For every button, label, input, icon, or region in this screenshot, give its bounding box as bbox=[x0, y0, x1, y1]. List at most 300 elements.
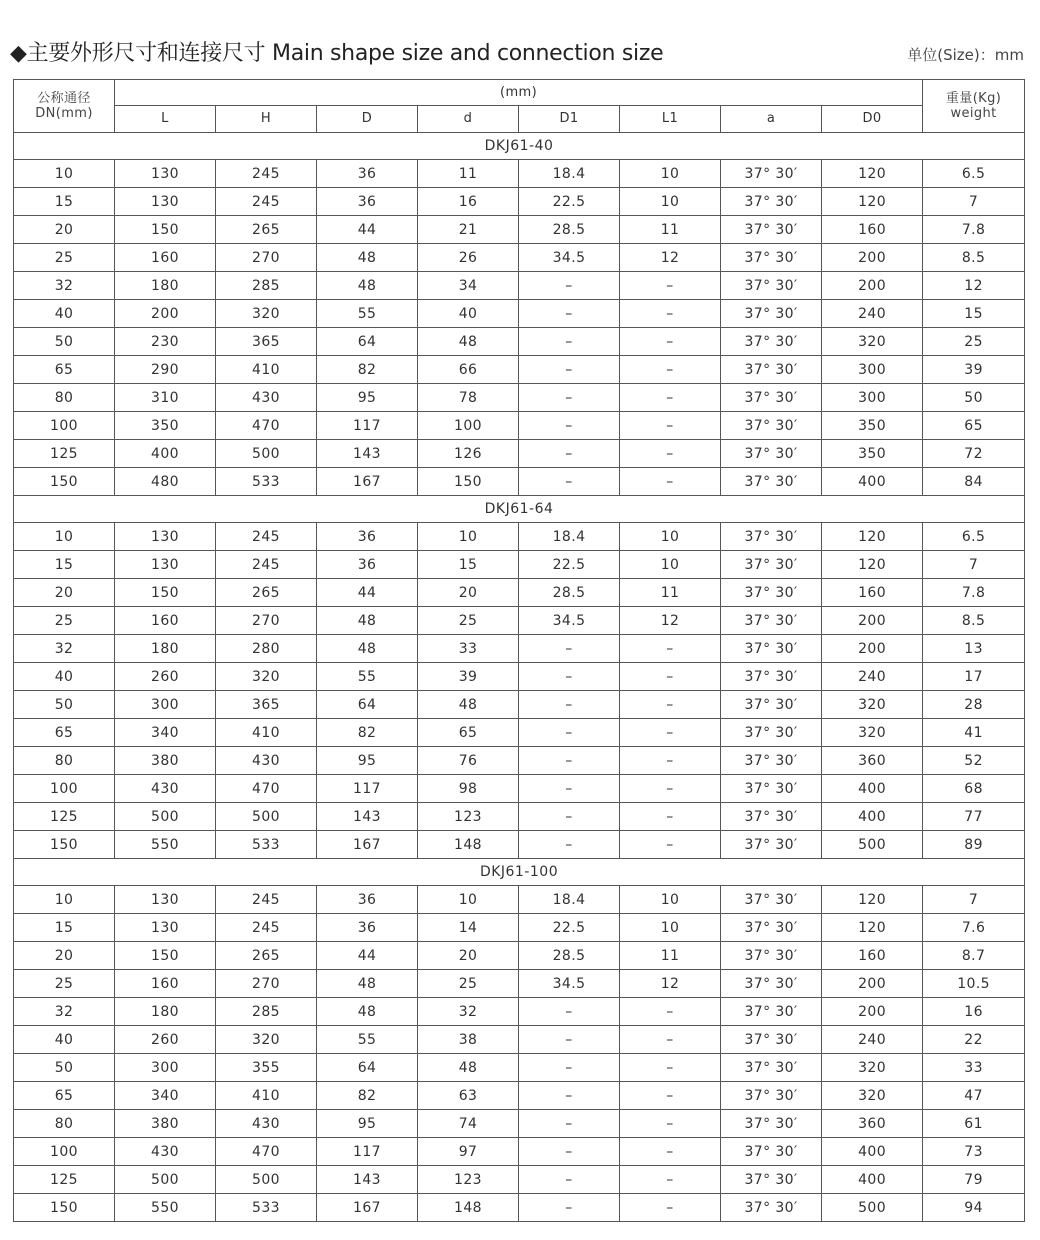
table-cell: 21 bbox=[418, 216, 519, 244]
table-cell: 150 bbox=[115, 216, 216, 244]
table-cell: 125 bbox=[14, 440, 115, 468]
table-cell: 34 bbox=[418, 272, 519, 300]
table-cell: 48 bbox=[317, 244, 418, 272]
table-cell: 150 bbox=[115, 942, 216, 970]
table-cell: 36 bbox=[317, 914, 418, 942]
table-cell: 48 bbox=[418, 691, 519, 719]
table-cell: 37° 30′ bbox=[721, 356, 822, 384]
table-cell: 150 bbox=[14, 468, 115, 496]
table-cell: – bbox=[620, 300, 721, 328]
table-row bbox=[14, 440, 1025, 468]
table-cell: 160 bbox=[115, 970, 216, 998]
table-cell: 12 bbox=[923, 272, 1025, 300]
table-cell: 143 bbox=[317, 440, 418, 468]
table-cell: 64 bbox=[317, 691, 418, 719]
table-cell: 8.5 bbox=[923, 607, 1025, 635]
table-cell: 410 bbox=[216, 356, 317, 384]
table-cell: – bbox=[620, 272, 721, 300]
table-cell: 120 bbox=[822, 551, 923, 579]
table-cell: 37° 30′ bbox=[721, 1082, 822, 1110]
table-cell: 8.5 bbox=[923, 244, 1025, 272]
table-row bbox=[14, 356, 1025, 384]
table-cell: – bbox=[620, 635, 721, 663]
table-cell: 126 bbox=[418, 440, 519, 468]
table-cell: – bbox=[519, 440, 620, 468]
table-cell: 37° 30′ bbox=[721, 244, 822, 272]
table-cell: 10 bbox=[620, 914, 721, 942]
table-cell: 37° 30′ bbox=[721, 468, 822, 496]
table-cell: 65 bbox=[418, 719, 519, 747]
table-cell: 34.5 bbox=[519, 970, 620, 998]
table-cell: 47 bbox=[923, 1082, 1025, 1110]
table-cell: 360 bbox=[822, 747, 923, 775]
table-cell: – bbox=[519, 831, 620, 859]
table-cell: 40 bbox=[14, 300, 115, 328]
table-header bbox=[14, 80, 1025, 133]
col-header-D0: D0 bbox=[822, 106, 923, 133]
table-cell: 240 bbox=[822, 1026, 923, 1054]
table-cell: 148 bbox=[418, 1194, 519, 1222]
table-cell: 265 bbox=[216, 579, 317, 607]
table-cell: 10 bbox=[418, 886, 519, 914]
table-cell: 25 bbox=[418, 607, 519, 635]
table-cell: 48 bbox=[418, 328, 519, 356]
table-cell: 50 bbox=[14, 691, 115, 719]
table-cell: 80 bbox=[14, 1110, 115, 1138]
table-cell: 10 bbox=[418, 523, 519, 551]
table-cell: 400 bbox=[822, 1138, 923, 1166]
table-cell: – bbox=[620, 998, 721, 1026]
table-cell: 310 bbox=[115, 384, 216, 412]
table-cell: 44 bbox=[317, 942, 418, 970]
table-cell: 355 bbox=[216, 1054, 317, 1082]
table-cell: – bbox=[620, 328, 721, 356]
table-cell: 245 bbox=[216, 160, 317, 188]
table-row bbox=[14, 468, 1025, 496]
table-cell: 15 bbox=[14, 188, 115, 216]
table-cell: – bbox=[620, 440, 721, 468]
col-header-a: a bbox=[721, 106, 822, 133]
table-cell: 37° 30′ bbox=[721, 914, 822, 942]
table-row bbox=[14, 663, 1025, 691]
table-cell: 230 bbox=[115, 328, 216, 356]
table-cell: – bbox=[620, 1082, 721, 1110]
table-cell: – bbox=[519, 691, 620, 719]
table-cell: – bbox=[620, 1110, 721, 1138]
table-cell: 25 bbox=[418, 970, 519, 998]
table-cell: 32 bbox=[418, 998, 519, 1026]
table-cell: 360 bbox=[822, 1110, 923, 1138]
table-cell: 66 bbox=[418, 356, 519, 384]
table-cell: 37° 30′ bbox=[721, 384, 822, 412]
table-cell: 430 bbox=[115, 775, 216, 803]
table-cell: – bbox=[620, 775, 721, 803]
table-cell: – bbox=[519, 468, 620, 496]
table-body bbox=[14, 133, 1025, 1222]
table-cell: – bbox=[620, 1026, 721, 1054]
table-cell: 37° 30′ bbox=[721, 216, 822, 244]
table-cell: 100 bbox=[14, 1138, 115, 1166]
table-cell: 37° 30′ bbox=[721, 1110, 822, 1138]
table-cell: 22.5 bbox=[519, 914, 620, 942]
weight-header-en: weight bbox=[950, 106, 997, 121]
table-cell: 350 bbox=[115, 412, 216, 440]
table-cell: 37° 30′ bbox=[721, 551, 822, 579]
table-cell: 400 bbox=[822, 468, 923, 496]
table-cell: 37° 30′ bbox=[721, 300, 822, 328]
section-row bbox=[14, 496, 1025, 523]
table-cell: – bbox=[519, 356, 620, 384]
table-cell: 550 bbox=[115, 831, 216, 859]
table-cell: 320 bbox=[216, 300, 317, 328]
table-cell: 117 bbox=[317, 775, 418, 803]
table-cell: 200 bbox=[822, 244, 923, 272]
table-cell: 120 bbox=[822, 188, 923, 216]
table-cell: 180 bbox=[115, 998, 216, 1026]
table-cell: – bbox=[620, 831, 721, 859]
table-cell: 143 bbox=[317, 803, 418, 831]
table-cell: 98 bbox=[418, 775, 519, 803]
table-cell: 125 bbox=[14, 803, 115, 831]
table-cell: 245 bbox=[216, 886, 317, 914]
table-cell: 20 bbox=[14, 216, 115, 244]
table-cell: 350 bbox=[822, 412, 923, 440]
table-cell: 130 bbox=[115, 188, 216, 216]
table-row bbox=[14, 831, 1025, 859]
table-cell: 48 bbox=[317, 607, 418, 635]
table-cell: 500 bbox=[115, 1166, 216, 1194]
table-cell: 80 bbox=[14, 384, 115, 412]
table-cell: 10 bbox=[14, 886, 115, 914]
table-cell: 130 bbox=[115, 914, 216, 942]
table-cell: – bbox=[519, 1082, 620, 1110]
table-row bbox=[14, 1054, 1025, 1082]
table-cell: 44 bbox=[317, 216, 418, 244]
table-cell: 41 bbox=[923, 719, 1025, 747]
table-cell: – bbox=[620, 747, 721, 775]
table-cell: 120 bbox=[822, 886, 923, 914]
table-cell: 10 bbox=[620, 523, 721, 551]
table-cell: 11 bbox=[620, 942, 721, 970]
table-cell: 36 bbox=[317, 886, 418, 914]
table-cell: 84 bbox=[923, 468, 1025, 496]
table-cell: 15 bbox=[14, 551, 115, 579]
table-row bbox=[14, 1138, 1025, 1166]
section-title: DKJ61-40 bbox=[14, 133, 1025, 160]
table-cell: 148 bbox=[418, 831, 519, 859]
table-cell: 22.5 bbox=[519, 188, 620, 216]
table-cell: 6.5 bbox=[923, 160, 1025, 188]
section-title: DKJ61-64 bbox=[14, 496, 1025, 523]
table-cell: 7 bbox=[923, 551, 1025, 579]
table-cell: 430 bbox=[216, 384, 317, 412]
table-row bbox=[14, 244, 1025, 272]
table-cell: 117 bbox=[317, 412, 418, 440]
weight-header-cn: 重量(Kg) bbox=[945, 91, 1002, 106]
table-cell: 12 bbox=[620, 607, 721, 635]
table-row bbox=[14, 412, 1025, 440]
table-cell: 76 bbox=[418, 747, 519, 775]
table-cell: 77 bbox=[923, 803, 1025, 831]
table-row bbox=[14, 970, 1025, 998]
table-cell: 10 bbox=[620, 188, 721, 216]
table-cell: 120 bbox=[822, 523, 923, 551]
table-cell: 63 bbox=[418, 1082, 519, 1110]
table-cell: 200 bbox=[822, 998, 923, 1026]
table-cell: 10 bbox=[14, 523, 115, 551]
table-cell: 245 bbox=[216, 914, 317, 942]
table-row bbox=[14, 551, 1025, 579]
table-cell: 500 bbox=[115, 803, 216, 831]
table-cell: 285 bbox=[216, 998, 317, 1026]
table-cell: 61 bbox=[923, 1110, 1025, 1138]
table-cell: 37° 30′ bbox=[721, 775, 822, 803]
table-cell: – bbox=[519, 747, 620, 775]
table-cell: 36 bbox=[317, 160, 418, 188]
table-cell: 7.8 bbox=[923, 579, 1025, 607]
table-cell: 72 bbox=[923, 440, 1025, 468]
table-cell: 48 bbox=[317, 635, 418, 663]
table-cell: 320 bbox=[216, 663, 317, 691]
table-cell: – bbox=[620, 412, 721, 440]
table-cell: 40 bbox=[14, 663, 115, 691]
table-cell: 65 bbox=[14, 1082, 115, 1110]
table-cell: 500 bbox=[216, 440, 317, 468]
table-cell: 37° 30′ bbox=[721, 663, 822, 691]
table-cell: 97 bbox=[418, 1138, 519, 1166]
section-row bbox=[14, 859, 1025, 886]
table-cell: 167 bbox=[317, 1194, 418, 1222]
table-cell: 34.5 bbox=[519, 244, 620, 272]
table-cell: 50 bbox=[923, 384, 1025, 412]
table-cell: 320 bbox=[822, 691, 923, 719]
table-cell: 25 bbox=[14, 607, 115, 635]
table-cell: 12 bbox=[620, 244, 721, 272]
table-cell: 160 bbox=[115, 607, 216, 635]
table-cell: – bbox=[620, 1054, 721, 1082]
table-cell: 410 bbox=[216, 1082, 317, 1110]
table-cell: 36 bbox=[317, 188, 418, 216]
table-cell: 40 bbox=[418, 300, 519, 328]
table-cell: 15 bbox=[14, 914, 115, 942]
table-cell: 33 bbox=[923, 1054, 1025, 1082]
table-row bbox=[14, 1166, 1025, 1194]
table-cell: 320 bbox=[822, 1082, 923, 1110]
table-cell: 15 bbox=[418, 551, 519, 579]
table-cell: 150 bbox=[115, 579, 216, 607]
table-cell: 130 bbox=[115, 523, 216, 551]
table-cell: 37° 30′ bbox=[721, 523, 822, 551]
table-cell: 20 bbox=[418, 942, 519, 970]
table-cell: 130 bbox=[115, 886, 216, 914]
table-cell: 36 bbox=[317, 523, 418, 551]
table-cell: 260 bbox=[115, 663, 216, 691]
table-cell: 10 bbox=[14, 160, 115, 188]
table-cell: 400 bbox=[115, 440, 216, 468]
table-cell: 25 bbox=[14, 970, 115, 998]
table-cell: 37° 30′ bbox=[721, 635, 822, 663]
table-cell: 48 bbox=[317, 998, 418, 1026]
table-cell: 470 bbox=[216, 775, 317, 803]
table-cell: 7 bbox=[923, 886, 1025, 914]
col-header-L1: L1 bbox=[620, 106, 721, 133]
table-cell: 500 bbox=[822, 831, 923, 859]
table-cell: 37° 30′ bbox=[721, 440, 822, 468]
table-cell: 180 bbox=[115, 272, 216, 300]
table-cell: 12 bbox=[620, 970, 721, 998]
table-cell: 10 bbox=[620, 160, 721, 188]
table-cell: – bbox=[620, 1166, 721, 1194]
table-row bbox=[14, 1082, 1025, 1110]
dn-header bbox=[14, 80, 115, 133]
table-cell: 350 bbox=[822, 440, 923, 468]
table-cell: – bbox=[620, 1138, 721, 1166]
table-cell: 39 bbox=[418, 663, 519, 691]
table-cell: 37° 30′ bbox=[721, 328, 822, 356]
table-row bbox=[14, 384, 1025, 412]
unit-label: 单位(Size)：mm bbox=[907, 46, 1024, 64]
table-cell: 380 bbox=[115, 747, 216, 775]
table-cell: – bbox=[519, 272, 620, 300]
table-cell: 533 bbox=[216, 1194, 317, 1222]
table-cell: 74 bbox=[418, 1110, 519, 1138]
table-cell: 80 bbox=[14, 747, 115, 775]
table-cell: 320 bbox=[822, 328, 923, 356]
table-cell: 245 bbox=[216, 188, 317, 216]
table-cell: – bbox=[620, 384, 721, 412]
table-cell: – bbox=[519, 719, 620, 747]
table-cell: 500 bbox=[822, 1194, 923, 1222]
table-cell: 300 bbox=[115, 691, 216, 719]
mm-header: (mm) bbox=[115, 80, 923, 106]
table-row bbox=[14, 914, 1025, 942]
table-cell: 65 bbox=[14, 356, 115, 384]
table-cell: 11 bbox=[620, 216, 721, 244]
table-cell: 13 bbox=[923, 635, 1025, 663]
table-row bbox=[14, 216, 1025, 244]
table-cell: 245 bbox=[216, 523, 317, 551]
table-cell: 95 bbox=[317, 1110, 418, 1138]
table-cell: 40 bbox=[14, 1026, 115, 1054]
table-cell: 18.4 bbox=[519, 523, 620, 551]
table-cell: – bbox=[620, 663, 721, 691]
table-cell: 95 bbox=[317, 747, 418, 775]
table-cell: 240 bbox=[822, 300, 923, 328]
table-cell: 200 bbox=[822, 607, 923, 635]
table-cell: 25 bbox=[14, 244, 115, 272]
col-header-H: H bbox=[216, 106, 317, 133]
table-cell: 320 bbox=[216, 1026, 317, 1054]
table-cell: 37° 30′ bbox=[721, 719, 822, 747]
table-cell: 290 bbox=[115, 356, 216, 384]
table-row bbox=[14, 998, 1025, 1026]
weight-header bbox=[923, 80, 1025, 133]
table-cell: 430 bbox=[216, 747, 317, 775]
table-cell: 150 bbox=[418, 468, 519, 496]
table-cell: 64 bbox=[317, 328, 418, 356]
table-cell: 300 bbox=[115, 1054, 216, 1082]
table-cell: 320 bbox=[822, 1054, 923, 1082]
table-cell: 6.5 bbox=[923, 523, 1025, 551]
table-cell: – bbox=[519, 1110, 620, 1138]
table-cell: 37° 30′ bbox=[721, 998, 822, 1026]
table-cell: 200 bbox=[115, 300, 216, 328]
table-cell: 200 bbox=[822, 970, 923, 998]
table-cell: – bbox=[519, 412, 620, 440]
table-cell: 55 bbox=[317, 663, 418, 691]
table-cell: – bbox=[519, 663, 620, 691]
table-cell: 28.5 bbox=[519, 942, 620, 970]
table-row bbox=[14, 328, 1025, 356]
table-cell: 11 bbox=[620, 579, 721, 607]
table-cell: 37° 30′ bbox=[721, 272, 822, 300]
table-cell: 37° 30′ bbox=[721, 831, 822, 859]
table-cell: 82 bbox=[317, 356, 418, 384]
table-cell: 100 bbox=[14, 412, 115, 440]
table-cell: 33 bbox=[418, 635, 519, 663]
table-cell: – bbox=[620, 803, 721, 831]
table-cell: 37° 30′ bbox=[721, 1194, 822, 1222]
table-cell: 37° 30′ bbox=[721, 970, 822, 998]
table-cell: 500 bbox=[216, 1166, 317, 1194]
table-cell: 37° 30′ bbox=[721, 412, 822, 440]
table-row bbox=[14, 775, 1025, 803]
table-cell: 48 bbox=[317, 272, 418, 300]
table-cell: 10 bbox=[620, 886, 721, 914]
table-cell: 18.4 bbox=[519, 160, 620, 188]
table-cell: 37° 30′ bbox=[721, 188, 822, 216]
table-cell: 32 bbox=[14, 272, 115, 300]
table-cell: 160 bbox=[822, 216, 923, 244]
table-cell: 68 bbox=[923, 775, 1025, 803]
table-cell: 533 bbox=[216, 468, 317, 496]
table-cell: 32 bbox=[14, 635, 115, 663]
table-cell: 120 bbox=[822, 160, 923, 188]
dimension-table bbox=[13, 79, 1025, 1222]
table-cell: 8.7 bbox=[923, 942, 1025, 970]
table-cell: 365 bbox=[216, 691, 317, 719]
table-cell: 17 bbox=[923, 663, 1025, 691]
table-cell: – bbox=[519, 1054, 620, 1082]
col-header-D1: D1 bbox=[519, 106, 620, 133]
table-cell: 167 bbox=[317, 831, 418, 859]
table-cell: – bbox=[519, 803, 620, 831]
table-cell: 18.4 bbox=[519, 886, 620, 914]
table-cell: 78 bbox=[418, 384, 519, 412]
table-cell: 400 bbox=[822, 803, 923, 831]
table-cell: 95 bbox=[317, 384, 418, 412]
table-cell: 400 bbox=[822, 775, 923, 803]
table-cell: 50 bbox=[14, 1054, 115, 1082]
table-row bbox=[14, 523, 1025, 551]
table-cell: 94 bbox=[923, 1194, 1025, 1222]
table-cell: 300 bbox=[822, 384, 923, 412]
table-cell: 73 bbox=[923, 1138, 1025, 1166]
table-cell: 79 bbox=[923, 1166, 1025, 1194]
table-cell: 320 bbox=[822, 719, 923, 747]
table-cell: 410 bbox=[216, 719, 317, 747]
table-cell: 37° 30′ bbox=[721, 886, 822, 914]
section-row bbox=[14, 133, 1025, 160]
table-cell: 123 bbox=[418, 1166, 519, 1194]
table-cell: – bbox=[620, 356, 721, 384]
table-cell: – bbox=[519, 635, 620, 663]
table-cell: 265 bbox=[216, 942, 317, 970]
table-cell: 120 bbox=[822, 914, 923, 942]
table-cell: 130 bbox=[115, 551, 216, 579]
table-cell: 130 bbox=[115, 160, 216, 188]
table-cell: 48 bbox=[317, 970, 418, 998]
